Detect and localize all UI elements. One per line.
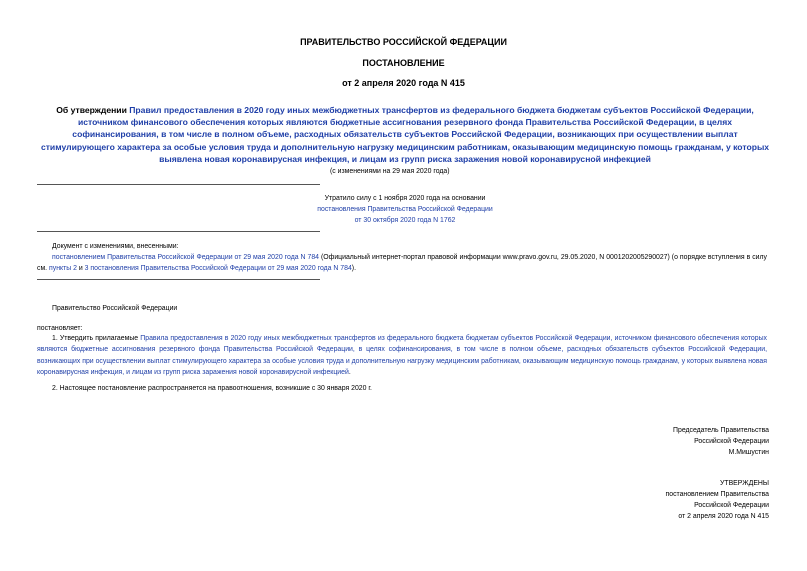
changes-intro: Документ с изменениями, внесенными: <box>52 243 179 250</box>
divider <box>37 279 320 280</box>
issuing-authority: Правительство Российской Федерации <box>52 305 178 312</box>
approval-by: постановлением Правительства <box>665 491 769 498</box>
item1-rules-link[interactable]: Правила предоставления в 2020 году иных межбюджетных трансфертов из федерального бюджета бюджетам субъектов Российской Федерации, источником финансового обеспечения которых являются бюджетные ассигнования резервного фонда Правительства Российской Федерации, в целях софинансирования, в том числе в полном объеме, расходных обязательств субъектов Российской Федерации, возникающих при осуществлении выплат стимулирующего характера за особые условия труда и дополнительную нагрузку медицинским работникам, оказывающим медицинскую помощь гражданам, у которых выявлена новая коронавирусная инфекция, и лицам из групп риска заражения новой коронавирусной инфекцией <box>37 335 767 377</box>
document-title <box>40 104 770 165</box>
approval-date-number: от 2 апреля 2020 года N 415 <box>678 513 769 520</box>
divider <box>37 184 320 185</box>
amendment-decree-link[interactable]: 3 постановления Правительства Российской Федерации от 29 мая 2020 года N 784 <box>84 265 352 273</box>
revision-note: (с изменениями на 29 мая 2020 года) <box>330 168 450 175</box>
expired-text: Утратило силу с 1 ноября 2020 года на основании <box>324 195 486 202</box>
decision-item-1 <box>37 333 767 379</box>
decision-item-2: 2. Настоящее постановление распространяется на правоотношения, возникшие с 30 января 2020 г. <box>52 385 372 392</box>
item1-suffix: . <box>348 369 351 377</box>
amendment-link[interactable]: постановлением Правительства Российской Федерации от 29 мая 2020 года N 784 <box>52 254 319 261</box>
expired-link-line2[interactable]: от 30 октября 2020 года N 1762 <box>354 217 456 225</box>
document-type: ПОСТАНОВЛЕНИЕ <box>362 58 445 68</box>
amendment-close: ). <box>351 265 356 273</box>
amendment-clause-link[interactable]: пункты 2 <box>49 265 77 273</box>
document-date-number: от 2 апреля 2020 года N 415 <box>342 78 465 88</box>
expired-notice <box>290 193 520 227</box>
changes-list <box>37 252 767 275</box>
amendment-conjunction: и <box>76 265 85 273</box>
title-rules-link[interactable]: Правил предоставления в 2020 году иных межбюджетных трансфертов из федерального бюджета бюджетам субъектов Российской Федерации, источником финансового обеспечения которых являются бюджетные ассигнования резервного фонда Правительства Российской Федерации, в целях софинансирования, в том числе в полном объеме, расходных обязательств субъектов Российской Федерации, возникающих при осуществлении выплат стимулирующего характера за особые условия труда и дополнительную нагрузку медицинским работникам, оказывающим медицинскую помощь гражданам, у которых выявлена новая коронавирусная инфекция, и лицам из групп риска заражения новой коронавирусной инфекцией <box>40 105 770 164</box>
expired-link-line1[interactable]: постановления Правительства Российской Федерации <box>317 206 493 214</box>
title-prefix: Об утверждении <box>56 105 130 115</box>
amendment-source: (Официальный интернет-портал правовой информации www.pravo.gov.ru, 29.05.2020, N 0001202005290027) (о порядке вступления в силу см. <box>37 254 767 273</box>
signature-block <box>673 425 769 458</box>
approval-organization: Российской Федерации <box>694 502 769 509</box>
decides-word: постановляет: <box>37 325 83 332</box>
signature-name: М.Мишустин <box>728 449 769 456</box>
item1-prefix: 1. Утвердить прилагаемые <box>52 335 141 342</box>
approval-block <box>666 478 770 522</box>
approval-heading: УТВЕРЖДЕНЫ <box>720 480 769 487</box>
divider <box>37 231 320 232</box>
government-heading: ПРАВИТЕЛЬСТВО РОССИЙСКОЙ ФЕДЕРАЦИИ <box>300 37 507 47</box>
signature-organization: Российской Федерации <box>694 438 769 445</box>
signature-position: Председатель Правительства <box>673 427 769 434</box>
